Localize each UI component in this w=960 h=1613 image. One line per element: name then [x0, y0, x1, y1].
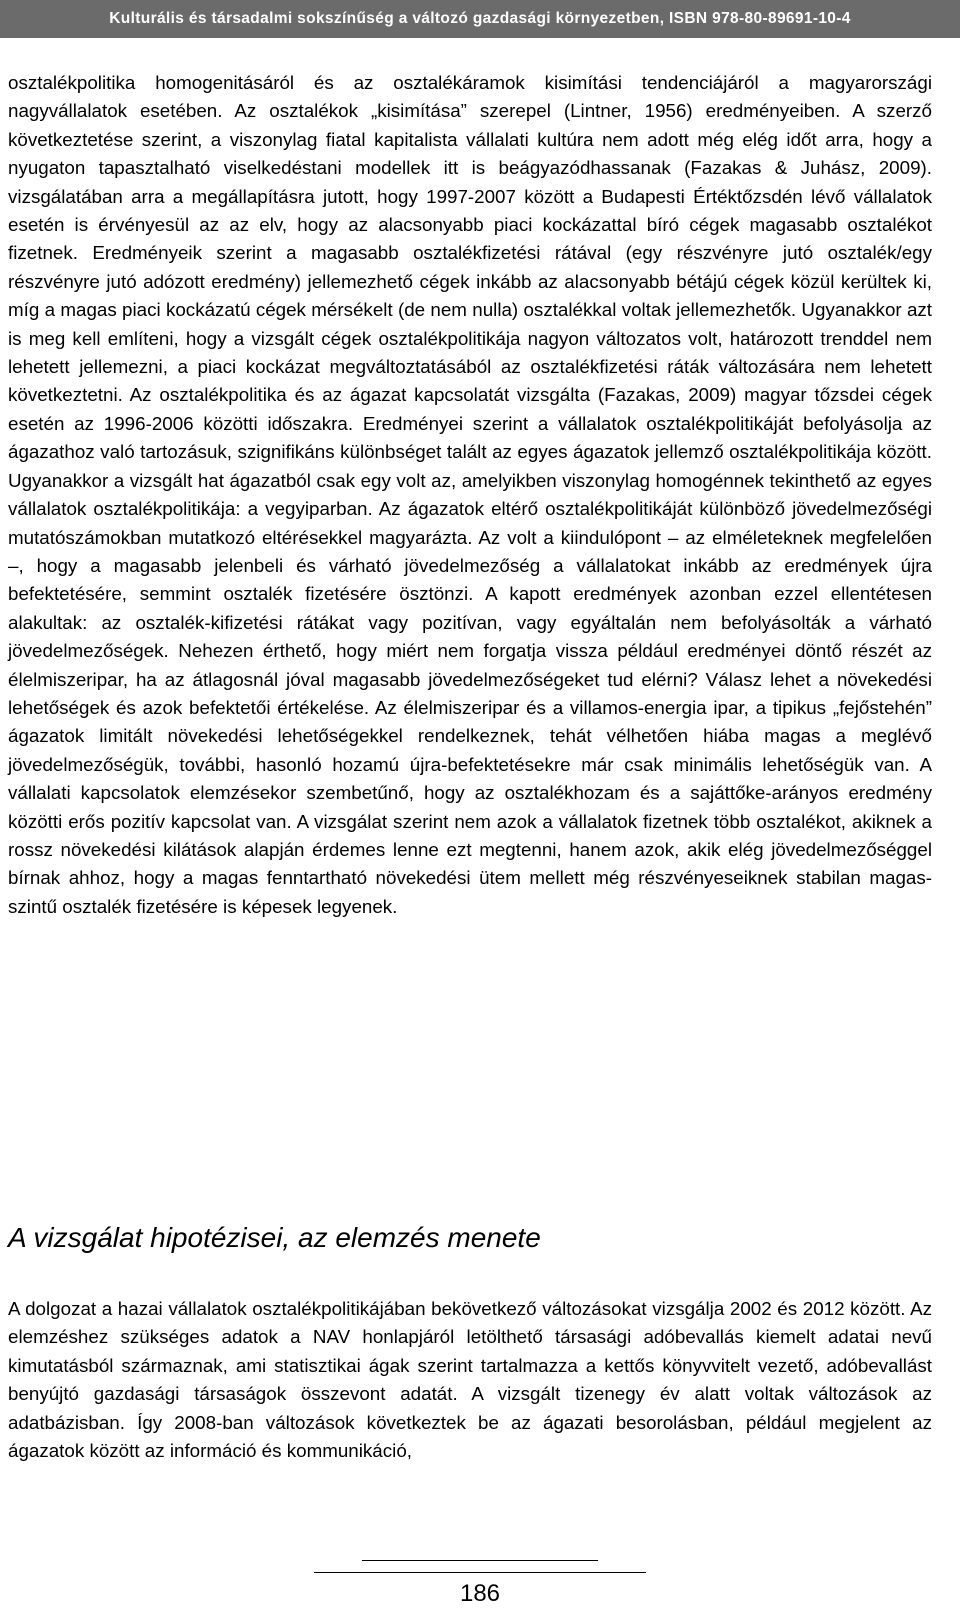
section-heading: A vizsgálat hipotézisei, az elemzés menete	[8, 1222, 541, 1253]
body-paragraph-2	[8, 1295, 932, 1465]
running-header: Kulturális és társadalmi sokszínűség a változó gazdasági környezetben, ISBN 978-80-89691-10-4	[0, 0, 960, 38]
paragraph-text: osztalékpolitika homogenitásáról és az osztalékáramok kisimítási tendenciájáról a magyarországi nagyvállalatok esetében. Az osztalékok „kisimítása” szerepel (Lintner, 1956) eredményeiben. A szerző következtetése szerint, a viszonylag fiatal kapitalista vállalati kultúra nem adott még elég időt arra, hogy a nyugaton tapasztalható viselkedéstani modellek itt is beágyazódhassanak (Fazakas & Juhász, 2009). vizsgálatában arra a megállapításra jutott, hogy 1997-2007 között a Budapesti Értéktőzsdén lévő vállalatok esetén is érvényesül az az elv, hogy az alacsonyabb piaci kockázattal bíró cégek magasabb osztalékot fizetnek. Eredményeik szerint a magasabb osztalékfizetési rátával (egy részvényre jutó osztalék/egy részvényre jutó adózott eredmény) jellemezhető cégek inkább az alacsonyabb bétájú cégek közül kerültek ki, míg a magas piaci kockázatú cégek mérsékelt (de nem nulla) osztalékkal voltak jellemezhetők. Ugyanakkor azt is meg kell említeni, hogy a vizsgált cégek osztalékpolitikája nagyon változatos volt, határozott trenddel nem lehetett jellemezni, a piaci kockázat megváltoztatásából az osztalékfizetési ráták változására nem lehetett következtetni. Az osztalékpolitika és az ágazat kapcsolatát vizsgálta (Fazakas, 2009) magyar tőzsdei cégek esetén az 1996-2006 közötti időszakra. Eredményei szerint a vállalatok osztalékpolitikáját befolyásolja az ágazathoz való tartozásuk, szignifikáns különbséget talált az egyes ágazatok jellemző osztalékpolitikája között. Ugyanakkor a vizsgált hat ágazatból csak egy volt az, amelyikben viszonylag homogénnek tekinthető az egyes vállalatok osztalékpolitikája: a vegyiparban. Az ágazatok eltérő osztalékpolitikáját különböző jövedelmezőségi mutatószámokban mutatkozó eltérésekkel magyarázta. Az volt a kiindulópont – az elméleteknek megfelelően –, hogy a magasabb jelenbeli és várható jövedelmezőség a vállalatokat inkább az eredmények újra befektetésére, semmint osztalék fizetésére ösztönzi. A kapott eredmények azonban ezzel ellentétesen alakultak: az osztalék-kifizetési rátákat vagy pozitívan, vagy egyáltalán nem befolyásolták a várható jövedelmezőségek. Nehezen érthető, hogy miért nem forgatja vissza például eredményei döntő részét az élelmiszeripar, ha az átlagosnál jóval magasabb jövedelmezőségeket tud elérni? Válasz lehet a növekedési lehetőségek és azok befektetői értékelése. Az élelmiszeripar és a villamos-energia ipar, a tipikus „fejőstehén” ágazatok limitált növekedési lehetőségekkel rendelkeznek, tehát vélhetően hiába magas a meglévő jövedelmezőségük, további, hasonló hozamú újra-befektetésekre már csak minimális lehetőségük van. A vállalati kapcsolatok elemzésekor szembetűnő, hogy az osztalékhozam és a sajáttőke-arányos eredmény közötti erős pozitív kapcsolat van. A vizsgálat szerint nem azok a vállalatok fizetnek több osztalékot, akiknek a rossz növekedési kilátások alapján érdemes lenne ezt megtenni, hanem azok, akik elég jövedelmezőséggel bírnak ahhoz, hogy a magas fenntartható növekedési ütem mellett még részvényeseiknek stabilan magas-szintű osztalék fizetésére is képesek legyenek.	[8, 72, 932, 917]
footer-rule-top	[362, 1560, 598, 1561]
footer-rule-bottom	[314, 1572, 646, 1573]
body-paragraph-1	[8, 69, 932, 921]
page-number: 186	[459, 1580, 501, 1607]
paragraph-text: A dolgozat a hazai vállalatok osztalékpolitikájában bekövetkező változásokat vizsgálja 2002 és 2012 között. Az elemzéshez szükséges adatok a NAV honlapjáról letölthető társasági adóbevallás kiemelt adatai nevű kimutatásból származnak, ami statisztikai ágak szerint tartalmazza a kettős könyvvitelt vezető, adóbevallást benyújtó gazdasági társaságok összevont adatát. A vizsgált tizenegy év alatt voltak változások az adatbázisban. Így 2008-ban változások következtek be az ágazati besorolásban, például megjelent az ágazatok között az információ és kommunikáció,	[8, 1298, 932, 1462]
